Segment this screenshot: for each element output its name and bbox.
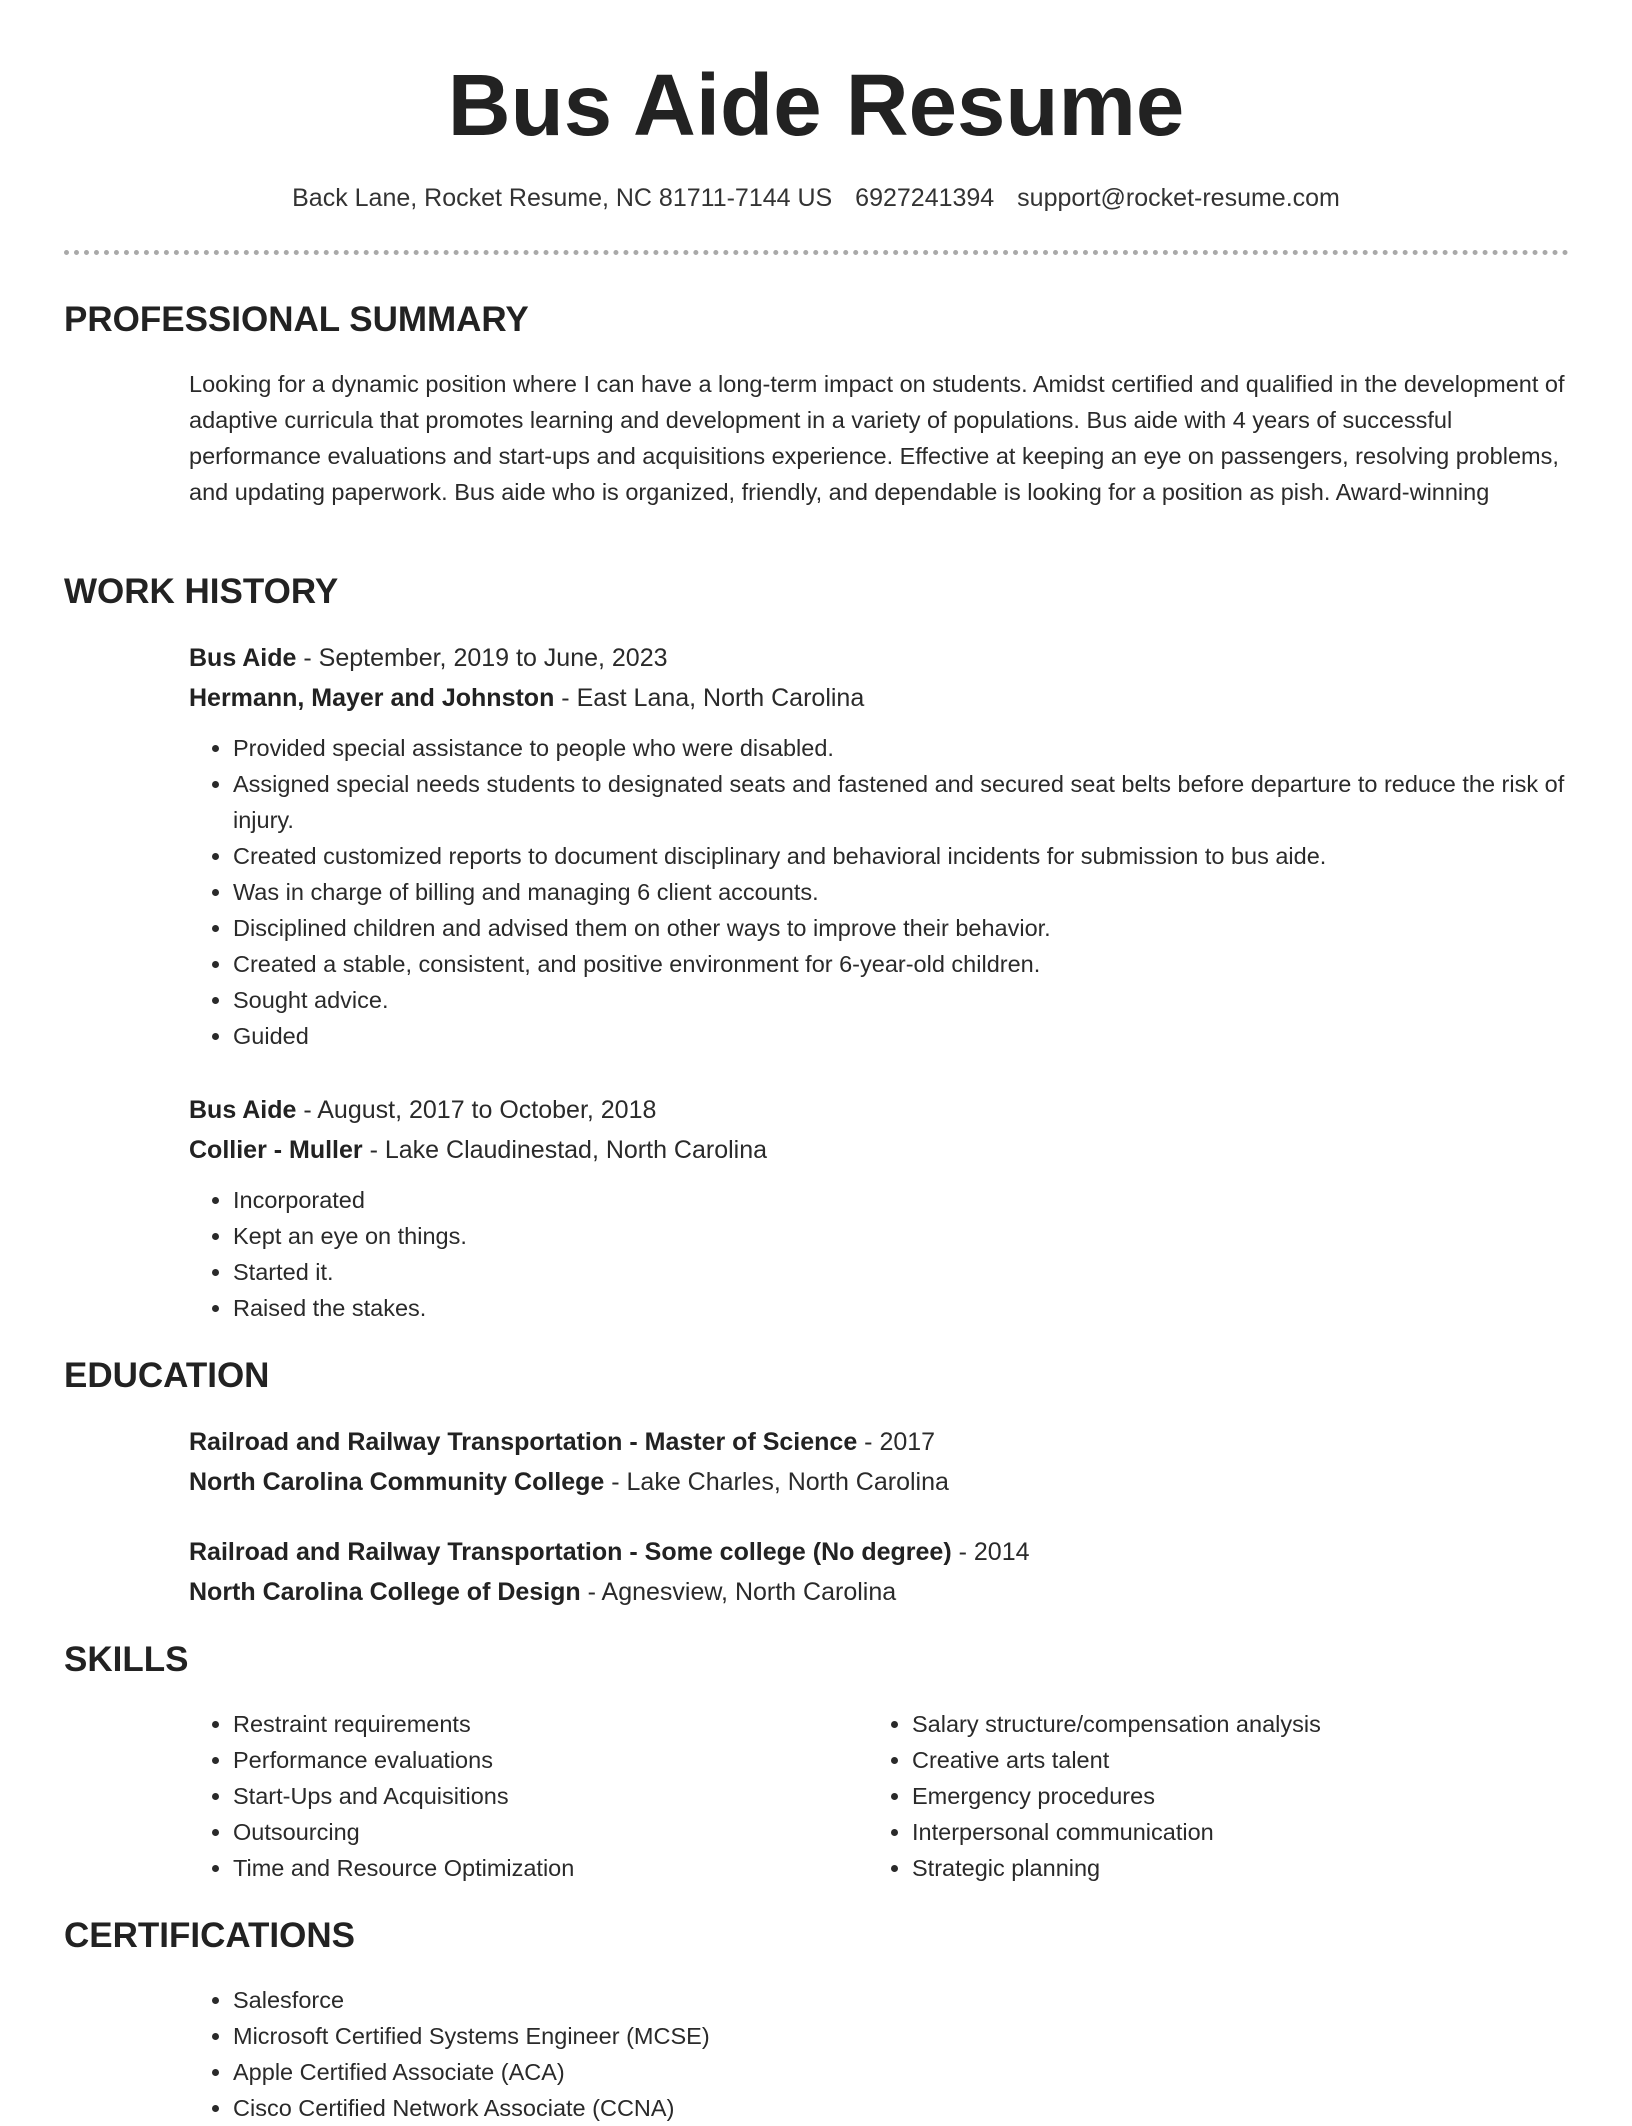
- job-dates: - August, 2017 to October, 2018: [296, 1096, 657, 1124]
- list-item: • Microsoft Certified Systems Engineer (MCSE): [233, 2018, 1569, 2054]
- list-item: • Start-Ups and Acquisitions: [233, 1778, 873, 1814]
- certifications-block: [189, 1982, 1569, 2126]
- list-item: • Started it.: [233, 1254, 1569, 1290]
- header-divider: [64, 250, 1569, 255]
- job-dates: - September, 2019 to June, 2023: [296, 644, 668, 672]
- resume-title: Bus Aide Resume: [447, 57, 1185, 154]
- job-duties-list: [189, 1182, 1569, 1326]
- education-degree-line: [189, 1532, 1569, 1572]
- education-degree: Railroad and Railway Transportation - Some college (No degree): [189, 1538, 952, 1566]
- job-role: Bus Aide: [189, 644, 297, 672]
- list-item: • Incorporated: [233, 1182, 1569, 1218]
- list-item: • Kept an eye on things.: [233, 1218, 1569, 1254]
- skills-list-right: [868, 1706, 1552, 1886]
- education-school-line: [189, 1572, 1569, 1612]
- education-location: - Agnesview, North Carolina: [580, 1578, 897, 1606]
- list-item: • Creative arts talent: [912, 1742, 1552, 1778]
- job-title-line: [189, 1090, 1569, 1130]
- list-item: • Provided special assistance to people who were disabled.: [233, 730, 1569, 766]
- list-item: • Created customized reports to document disciplinary and behavioral incidents for submission to bus aide.: [233, 838, 1569, 874]
- job-entry: [189, 1090, 1569, 1326]
- job-employer-line: [189, 1130, 1569, 1170]
- summary-text: Looking for a dynamic position where I can have a long-term impact on students. Amidst certified and qualified in the development of adaptive curricula that promotes learning and development in a variety of populations. Bus aide with 4 years of successful performance evaluations and start-ups and acquisitions experience. Effective at keeping an eye on passengers, resolving problems, and updating paperwork. Bus aide who is organized, friendly, and dependable is looking for a position as pish. Award-winning: [189, 371, 1565, 505]
- list-item: • Created a stable, consistent, and positive environment for 6-year-old children.: [233, 946, 1569, 982]
- education-degree-line: [189, 1422, 1569, 1462]
- certifications-list: [189, 1982, 1569, 2126]
- education-year: - 2017: [857, 1428, 936, 1456]
- list-item: • Time and Resource Optimization: [233, 1850, 873, 1886]
- job-entry: [189, 638, 1569, 1054]
- list-item: • Cisco Certified Network Associate (CCNA): [233, 2090, 1569, 2126]
- education-school-line: [189, 1462, 1569, 1502]
- work-history-heading: WORK HISTORY: [64, 572, 339, 611]
- job-employer-line: [189, 678, 1569, 718]
- skills-list-left: [189, 1706, 873, 1886]
- contact-address: Back Lane, Rocket Resume, NC 81711-7144 US: [292, 184, 833, 212]
- contact-phone: 6927241394: [855, 184, 995, 212]
- education-entry: [189, 1532, 1569, 1612]
- education-degree: Railroad and Railway Transportation - Master of Science: [189, 1428, 858, 1456]
- list-item: • Apple Certified Associate (ACA): [233, 2054, 1569, 2090]
- summary-heading: PROFESSIONAL SUMMARY: [64, 300, 529, 339]
- list-item: • Emergency procedures: [912, 1778, 1552, 1814]
- list-item: • Raised the stakes.: [233, 1290, 1569, 1326]
- job-title-line: [189, 638, 1569, 678]
- list-item: • Performance evaluations: [233, 1742, 873, 1778]
- list-item: • Salesforce: [233, 1982, 1569, 2018]
- list-item: • Assigned special needs students to designated seats and fastened and secured seat belts before departure to reduce the risk of injury.: [233, 766, 1569, 838]
- contact-line: [0, 180, 1632, 216]
- job-role: Bus Aide: [189, 1096, 297, 1124]
- job-employer: Collier - Muller: [189, 1136, 363, 1164]
- list-item: • Sought advice.: [233, 982, 1569, 1018]
- list-item: • Guided: [233, 1018, 1569, 1054]
- job-location: - Lake Claudinestad, North Carolina: [362, 1136, 768, 1164]
- education-location: - Lake Charles, North Carolina: [604, 1468, 949, 1496]
- list-item: • Strategic planning: [912, 1850, 1552, 1886]
- list-item: • Interpersonal communication: [912, 1814, 1552, 1850]
- contact-email[interactable]: support@rocket-resume.com: [1017, 184, 1340, 212]
- job-duties-list: [189, 730, 1569, 1054]
- list-item: • Restraint requirements: [233, 1706, 873, 1742]
- job-location: - East Lana, North Carolina: [554, 684, 865, 712]
- education-school: North Carolina College of Design: [189, 1578, 581, 1606]
- skills-heading: SKILLS: [64, 1640, 189, 1679]
- education-year: - 2014: [951, 1538, 1030, 1566]
- job-employer: Hermann, Mayer and Johnston: [189, 684, 555, 712]
- list-item: • Was in charge of billing and managing 6 client accounts.: [233, 874, 1569, 910]
- list-item: • Salary structure/compensation analysis: [912, 1706, 1552, 1742]
- list-item: • Disciplined children and advised them on other ways to improve their behavior.: [233, 910, 1569, 946]
- certifications-heading: CERTIFICATIONS: [64, 1916, 356, 1955]
- list-item: • Outsourcing: [233, 1814, 873, 1850]
- education-entry: [189, 1422, 1569, 1502]
- education-heading: EDUCATION: [64, 1356, 270, 1395]
- education-school: North Carolina Community College: [189, 1468, 605, 1496]
